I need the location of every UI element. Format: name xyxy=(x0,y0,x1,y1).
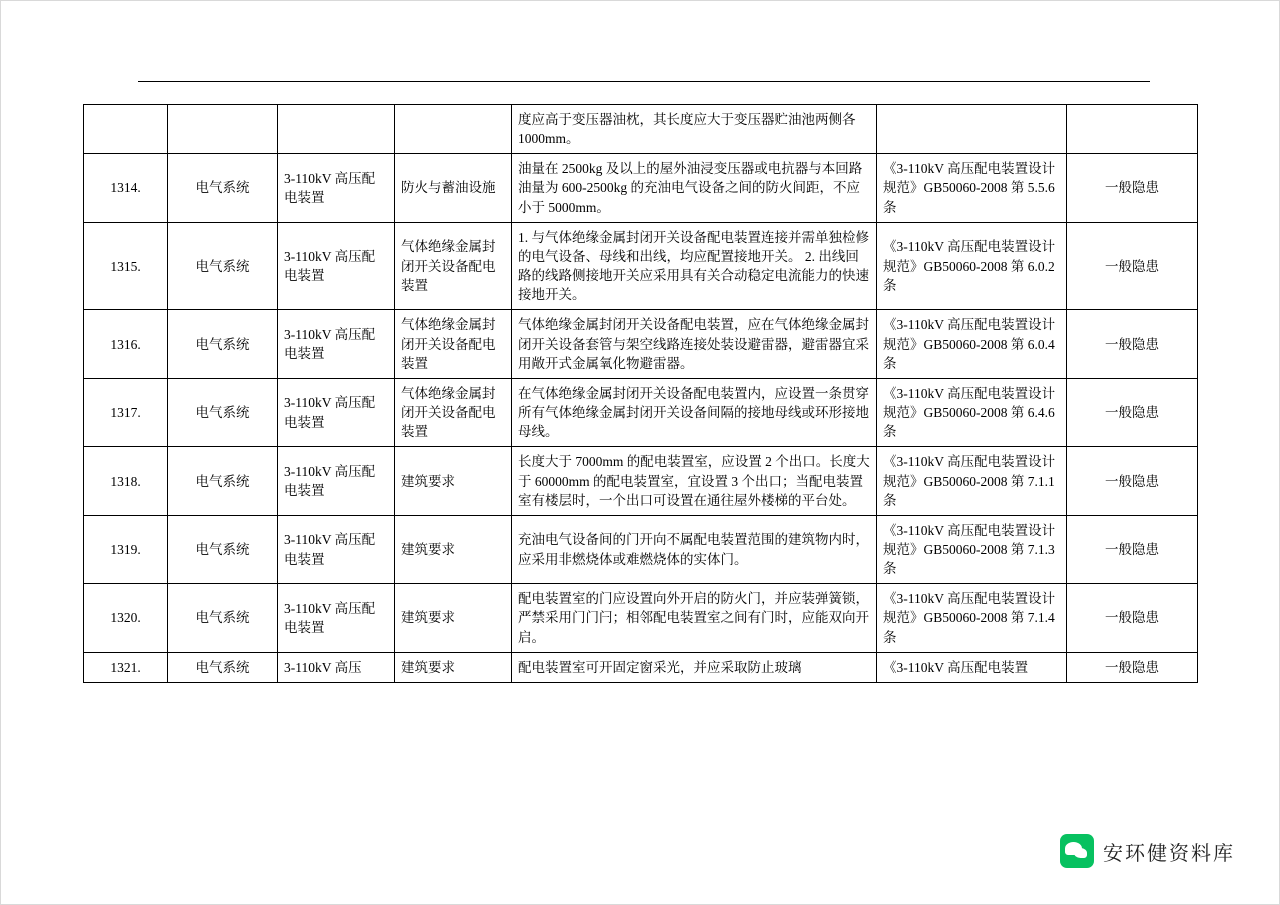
cell-device: 3-110kV 高压 xyxy=(278,652,395,682)
cell-level: 一般隐患 xyxy=(1067,310,1198,378)
cell-item: 建筑要求 xyxy=(395,515,512,583)
cell-system: 电气系统 xyxy=(168,310,278,378)
cell-number xyxy=(84,105,168,154)
cell-item: 建筑要求 xyxy=(395,652,512,682)
cell-description: 长度大于 7000mm 的配电装置室，应设置 2 个出口。长度大于 60000mm 的配电装置室，宜设置 3 个出口；当配电装置室有楼层时，一个出口可设置在通往屋外楼梯的平台处。 xyxy=(512,447,877,515)
cell-item: 建筑要求 xyxy=(395,447,512,515)
cell-number: 1315. xyxy=(84,222,168,310)
cell-description: 1. 与气体绝缘金属封闭开关设备配电装置连接并需单独检修的电气设备、母线和出线，均应配置接地开关。 2. 出线回路的线路侧接地开关应采用具有关合动稳定电流能力的快速接地开关。 xyxy=(512,222,877,310)
table-row xyxy=(84,222,1198,310)
cell-device: 3-110kV 高压配电装置 xyxy=(278,154,395,222)
cell-system: 电气系统 xyxy=(168,378,278,446)
cell-item: 建筑要求 xyxy=(395,584,512,652)
table-row xyxy=(84,154,1198,222)
cell-system: 电气系统 xyxy=(168,447,278,515)
cell-device: 3-110kV 高压配电装置 xyxy=(278,515,395,583)
wechat-icon xyxy=(1060,834,1094,868)
table-row xyxy=(84,515,1198,583)
cell-description: 在气体绝缘金属封闭开关设备配电装置内，应设置一条贯穿所有气体绝缘金属封闭开关设备间隔的接地母线或环形接地母线。 xyxy=(512,378,877,446)
cell-device: 3-110kV 高压配电装置 xyxy=(278,310,395,378)
cell-standard: 《3-110kV 高压配电装置设计规范》GB50060-2008 第 7.1.1 条 xyxy=(877,447,1067,515)
cell-item: 防火与蓄油设施 xyxy=(395,154,512,222)
hazard-inspection-table xyxy=(83,104,1198,683)
brand-name: 安环健资料库 xyxy=(1103,842,1235,865)
cell-standard xyxy=(877,105,1067,154)
cell-number: 1319. xyxy=(84,515,168,583)
cell-system xyxy=(168,105,278,154)
table-row xyxy=(84,105,1198,154)
table-row xyxy=(84,378,1198,446)
cell-number: 1318. xyxy=(84,447,168,515)
header-divider xyxy=(138,81,1150,82)
watermark-brand xyxy=(1060,834,1235,868)
cell-system: 电气系统 xyxy=(168,154,278,222)
cell-item: 气体绝缘金属封闭开关设备配电装置 xyxy=(395,310,512,378)
cell-standard: 《3-110kV 高压配电装置设计规范》GB50060-2008 第 7.1.4 条 xyxy=(877,584,1067,652)
cell-level: 一般隐患 xyxy=(1067,154,1198,222)
cell-description: 配电装置室的门应设置向外开启的防火门，并应装弹簧锁，严禁采用门门闩；相邻配电装置室之间有门时，应能双向开启。 xyxy=(512,584,877,652)
table-container xyxy=(83,104,1197,683)
cell-number: 1320. xyxy=(84,584,168,652)
cell-level xyxy=(1067,105,1198,154)
cell-standard: 《3-110kV 高压配电装置设计规范》GB50060-2008 第 6.0.2 条 xyxy=(877,222,1067,310)
table-row xyxy=(84,652,1198,682)
cell-number: 1316. xyxy=(84,310,168,378)
cell-level: 一般隐患 xyxy=(1067,652,1198,682)
cell-standard: 《3-110kV 高压配电装置设计规范》GB50060-2008 第 7.1.3 条 xyxy=(877,515,1067,583)
cell-number: 1321. xyxy=(84,652,168,682)
cell-description: 度应高于变压器油枕，其长度应大于变压器贮油池两侧各 1000mm。 xyxy=(512,105,877,154)
cell-number: 1314. xyxy=(84,154,168,222)
cell-number: 1317. xyxy=(84,378,168,446)
cell-level: 一般隐患 xyxy=(1067,515,1198,583)
cell-level: 一般隐患 xyxy=(1067,584,1198,652)
cell-standard: 《3-110kV 高压配电装置设计规范》GB50060-2008 第 6.0.4 条 xyxy=(877,310,1067,378)
cell-description: 气体绝缘金属封闭开关设备配电装置，应在气体绝缘金属封闭开关设备套管与架空线路连接处装设避雷器，避雷器宜采用敞开式金属氧化物避雷器。 xyxy=(512,310,877,378)
cell-system: 电气系统 xyxy=(168,515,278,583)
cell-standard: 《3-110kV 高压配电装置设计规范》GB50060-2008 第 6.4.6 条 xyxy=(877,378,1067,446)
cell-item: 气体绝缘金属封闭开关设备配电装置 xyxy=(395,222,512,310)
cell-system: 电气系统 xyxy=(168,222,278,310)
table-row xyxy=(84,447,1198,515)
table-row xyxy=(84,310,1198,378)
cell-description: 油量在 2500kg 及以上的屋外油浸变压器或电抗器与本回路油量为 600-2500kg 的充油电气设备之间的防火间距，不应小于 5000mm。 xyxy=(512,154,877,222)
cell-level: 一般隐患 xyxy=(1067,222,1198,310)
cell-device: 3-110kV 高压配电装置 xyxy=(278,447,395,515)
cell-standard: 《3-110kV 高压配电装置 xyxy=(877,652,1067,682)
table-row xyxy=(84,584,1198,652)
cell-device: 3-110kV 高压配电装置 xyxy=(278,222,395,310)
cell-level: 一般隐患 xyxy=(1067,378,1198,446)
cell-description: 配电装置室可开固定窗采光，并应采取防止玻璃 xyxy=(512,652,877,682)
cell-device xyxy=(278,105,395,154)
cell-item: 气体绝缘金属封闭开关设备配电装置 xyxy=(395,378,512,446)
cell-system: 电气系统 xyxy=(168,584,278,652)
cell-item xyxy=(395,105,512,154)
cell-standard: 《3-110kV 高压配电装置设计规范》GB50060-2008 第 5.5.6 条 xyxy=(877,154,1067,222)
cell-device: 3-110kV 高压配电装置 xyxy=(278,584,395,652)
cell-level: 一般隐患 xyxy=(1067,447,1198,515)
cell-device: 3-110kV 高压配电装置 xyxy=(278,378,395,446)
cell-system: 电气系统 xyxy=(168,652,278,682)
cell-description: 充油电气设备间的门开向不属配电装置范围的建筑物内时，应采用非燃烧体或难燃烧体的实体门。 xyxy=(512,515,877,583)
